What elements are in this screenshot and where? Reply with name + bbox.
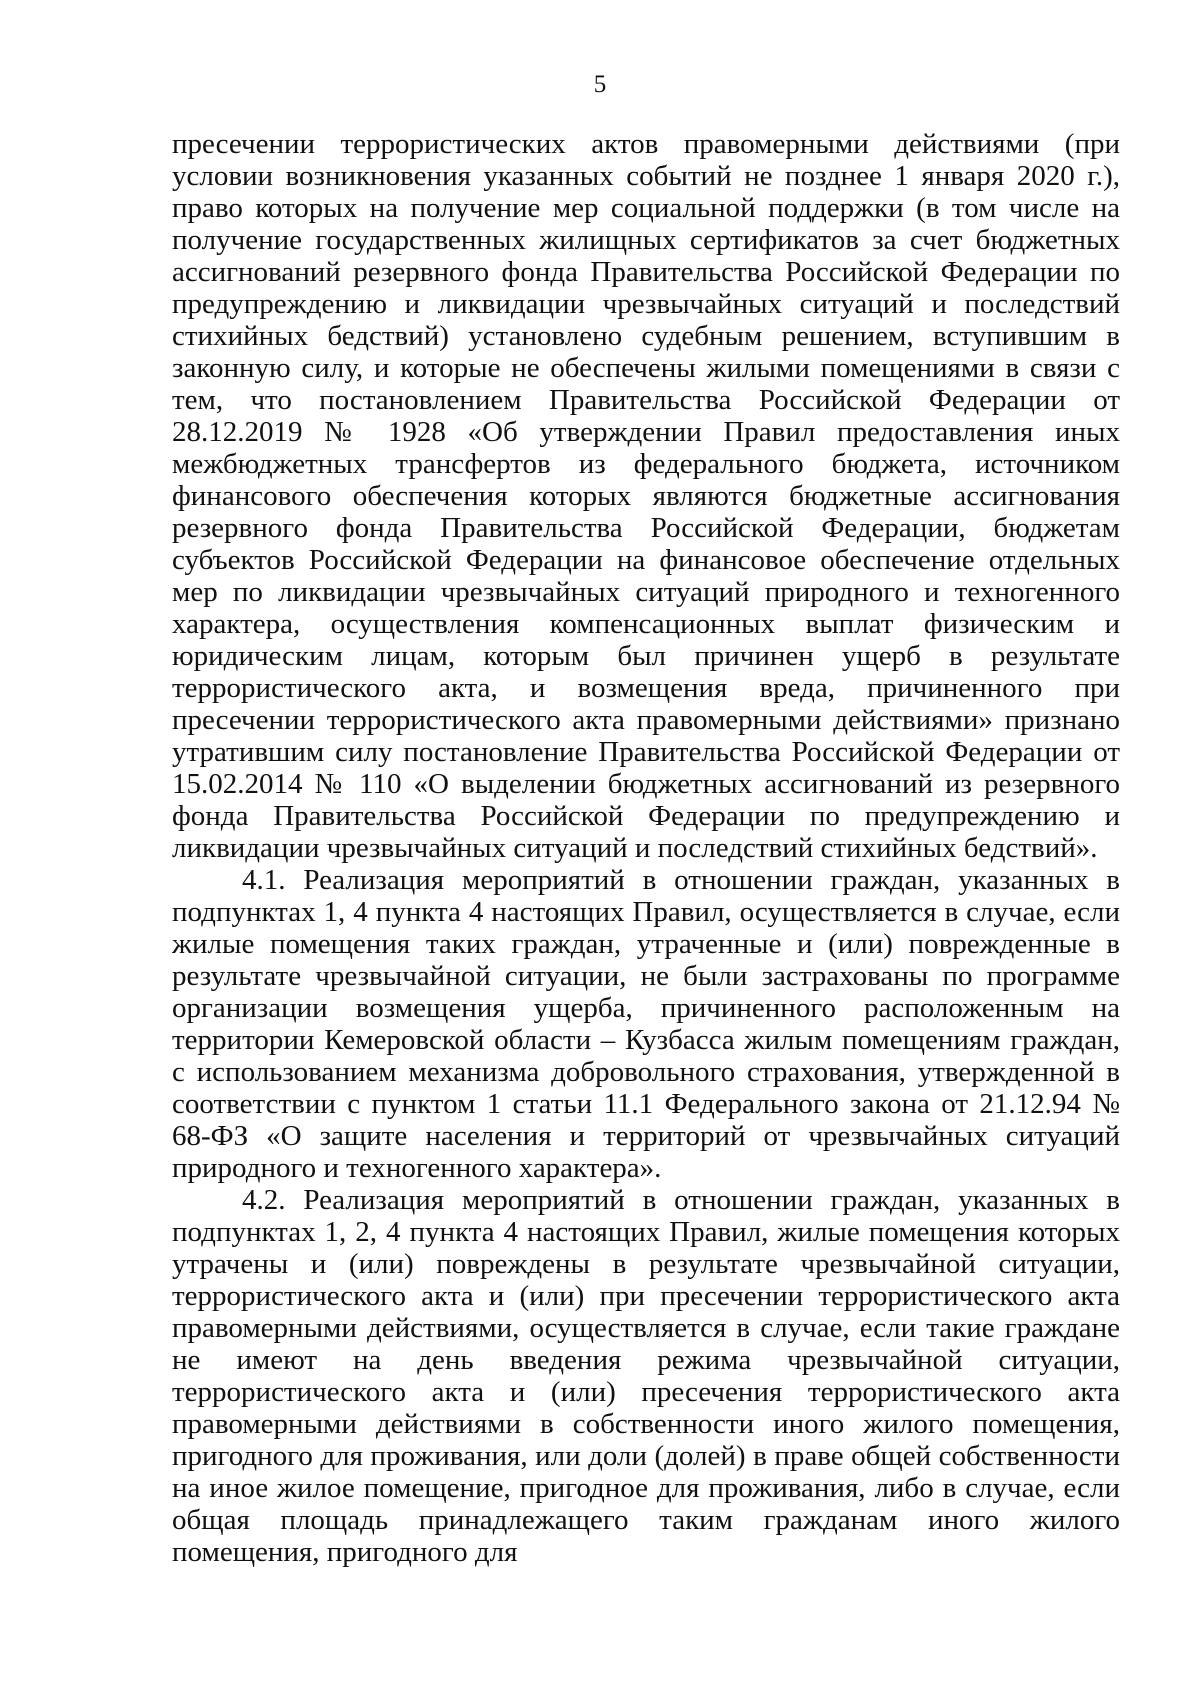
paragraph-4-2: 4.2. Реализация мероприятий в отношении граждан, указанных в подпунктах 1, 2, 4 пункта 4 настоящих Правил, жилые помещения которых утрачены и (или) повреждены в результате чрезвычайной ситуации, террористического акта и (или) при пресечении террористического акта правомерными действиями, осуществляется в случае, если такие граждане не имеют на день введения режима чрезвычайной ситуации, террористического акта и (или) пресечения террористического акта правомерными действиями в собственности иного жилого помещения, пригодного для проживания, или доли (долей) в праве общей собственности на иное жилое помещение, пригодное для проживания, либо в случае, если общая площадь принадлежащего таким гражданам иного жилого помещения, пригодного для: [172, 1184, 1120, 1568]
paragraph-4-1: 4.1. Реализация мероприятий в отношении граждан, указанных в подпунктах 1, 4 пункта 4 настоящих Правил, осуществляется в случае, если жилые помещения таких граждан, утраченные и (или) поврежденные в результате чрезвычайной ситуации, не были застрахованы по программе организации возмещения ущерба, причиненного расположенным на территории Кемеровской области – Кузбасса жилым помещениям граждан, с использованием механизма добровольного страхования, утвержденной в соответствии с пунктом 1 статьи 11.1 Федерального закона от 21.12.94 № 68-ФЗ «О защите населения и территорий от чрезвычайных ситуаций природного и техногенного характера».: [172, 864, 1120, 1184]
page-number: 5: [593, 71, 607, 98]
document-body: [172, 128, 1120, 1568]
paragraph-continuation: пресечении террористических актов правомерными действиями (при условии возникновения указанных событий не позднее 1 января 2020 г.), право которых на получение мер социальной поддержки (в том числе на получение государственных жилищных сертификатов за счет бюджетных ассигнований резервного фонда Правительства Российской Федерации по предупреждению и ликвидации чрезвычайных ситуаций и последствий стихийных бедствий) установлено судебным решением, вступившим в законную силу, и которые не обеспечены жилыми помещениями в связи с тем, что постановлением Правительства Российской Федерации от 28.12.2019 № 1928 «Об утверждении Правил предоставления иных межбюджетных трансфертов из федерального бюджета, источником финансового обеспечения которых являются бюджетные ассигнования резервного фонда Правительства Российской Федерации, бюджетам субъектов Российской Федерации на финансовое обеспечение отдельных мер по ликвидации чрезвычайных ситуаций природного и техногенного характера, осуществления компенсационных выплат физическим и юридическим лицам, которым был причинен ущерб в результате террористического акта, и возмещения вреда, причиненного при пресечении террористического акта правомерными действиями» признано утратившим силу постановление Правительства Российской Федерации от 15.02.2014 № 110 «О выделении бюджетных ассигнований из резервного фонда Правительства Российской Федерации по предупреждению и ликвидации чрезвычайных ситуаций и последствий стихийных бедствий».: [172, 128, 1120, 864]
